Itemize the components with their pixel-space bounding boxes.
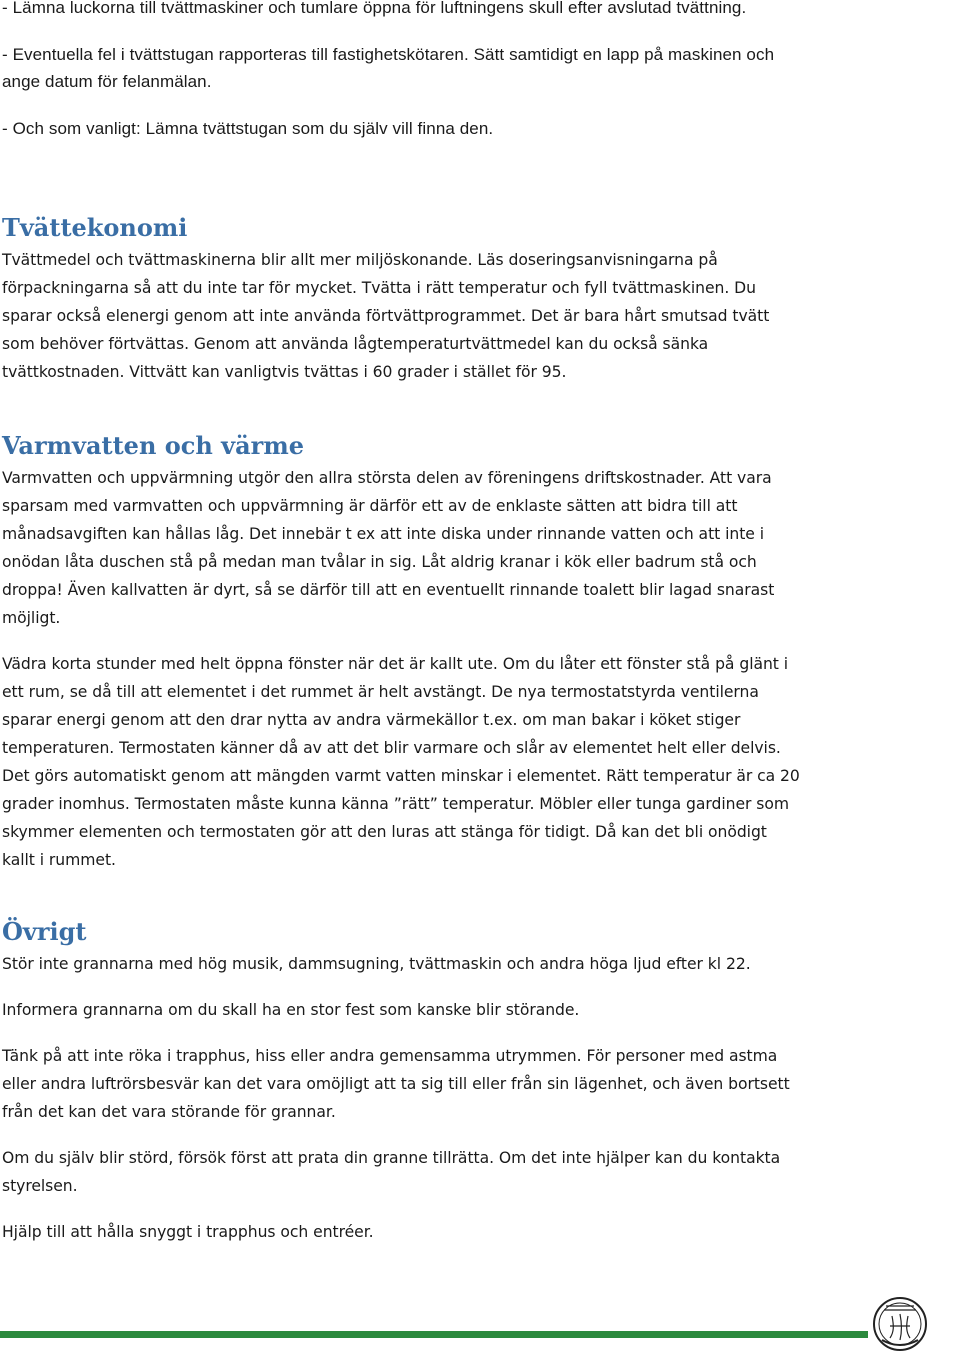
association-seal-logo bbox=[872, 1296, 928, 1352]
section-paragraph: Om du själv blir störd, försök först att prata din granne tillrätta. Om det inte hjälper kan du kontakta styrelsen. bbox=[2, 1149, 781, 1195]
section-tvattekonomi bbox=[2, 212, 802, 404]
section-paragraph: Varmvatten och uppvärmning utgör den allra största delen av föreningens driftskostnader. Att vara sparsam med varmvatten och uppvärmning är därför ett av de enklaste sätten att bidra till att månadsavgiften kan hållas låg. Det innebär t ex att inte diska under rinnande vatten och att inte i onödan låta duschen stå på medan man tvålar in sig. Låt aldrig kranar i kök eller badrum stå och droppa! Även kallvatten är dyrt, så se därför till att en eventuellt rinnande toalett blir lagad snarast möjligt. bbox=[2, 469, 775, 627]
section-paragraph: Stör inte grannarna med hög musik, dammsugning, tvättmaskin och andra höga ljud efter kl 22. bbox=[2, 955, 751, 973]
section-varmvatten bbox=[2, 430, 802, 892]
section-paragraph: Vädra korta stunder med helt öppna fönster när det är kallt ute. Om du låter ett fönster stå på glänt i ett rum, se då till att elementet i det rummet är helt avstängt. De nya termostatstyrda ventilerna sparar energi genom att den drar nytta av andra värmekällor t.ex. om man bakar i köket stiger temperaturen. Termostaten känner då av att det blir varmare och slår av elementet helt eller delvis. Det görs automatiskt genom att mängden varmt vatten minskar i elementet. Rätt temperatur är ca 20 grader inomhus. Termostaten måste kunna känna ”rätt” temperatur. Möbler eller tunga gardiner som skymmer elementen och termostaten gör att den luras att stänga för tidigt. Då kan det bli onödigt kallt i rummet. bbox=[2, 655, 800, 869]
intro-paragraph: - Och som vanligt: Lämna tvättstugan som du själv vill finna den. bbox=[2, 119, 494, 138]
footer-green-bar bbox=[0, 1331, 868, 1338]
intro-paragraph: - Lämna luckorna till tvättmaskiner och tumlare öppna för luftningens skull efter avslutad tvättning. bbox=[2, 0, 747, 17]
section-heading: Varmvatten och värme bbox=[2, 431, 304, 460]
intro-paragraph: - Eventuella fel i tvättstugan rapporteras till fastighetskötaren. Sätt samtidigt en lapp på maskinen och ange datum för felanmälan. bbox=[2, 45, 775, 91]
section-heading: Övrigt bbox=[2, 917, 87, 946]
section-heading: Tvättekonomi bbox=[2, 213, 188, 242]
laundry-rules-intro bbox=[2, 0, 782, 162]
section-paragraph: Hjälp till att hålla snyggt i trapphus och entréer. bbox=[2, 1223, 374, 1241]
section-paragraph: Tvättmedel och tvättmaskinerna blir allt mer miljöskonande. Läs doseringsanvisningarna på förpackningarna så att du inte tar för mycket. Tvätta i rätt temperatur och fyll tvättmaskinen. Du sparar också elenergi genom att inte använda förtvättprogrammet. Det är bara hårt smutsad tvätt som behöver förtvättas. Genom att använda lågtemperaturtvättmedel kan du också sänka tvättkostnaden. Vittvätt kan vanligtvis tvättas i 60 grader i stället för 95. bbox=[2, 251, 770, 381]
section-paragraph: Tänk på att inte röka i trapphus, hiss eller andra gemensamma utrymmen. För personer med astma eller andra luftrörsbesvär kan det vara omöjligt att ta sig till eller från sin lägenhet, och även bortsett från det kan det vara störande för grannar. bbox=[2, 1047, 790, 1121]
section-paragraph: Informera grannarna om du skall ha en stor fest som kanske blir störande. bbox=[2, 1001, 580, 1019]
section-ovrigt bbox=[2, 916, 802, 1264]
